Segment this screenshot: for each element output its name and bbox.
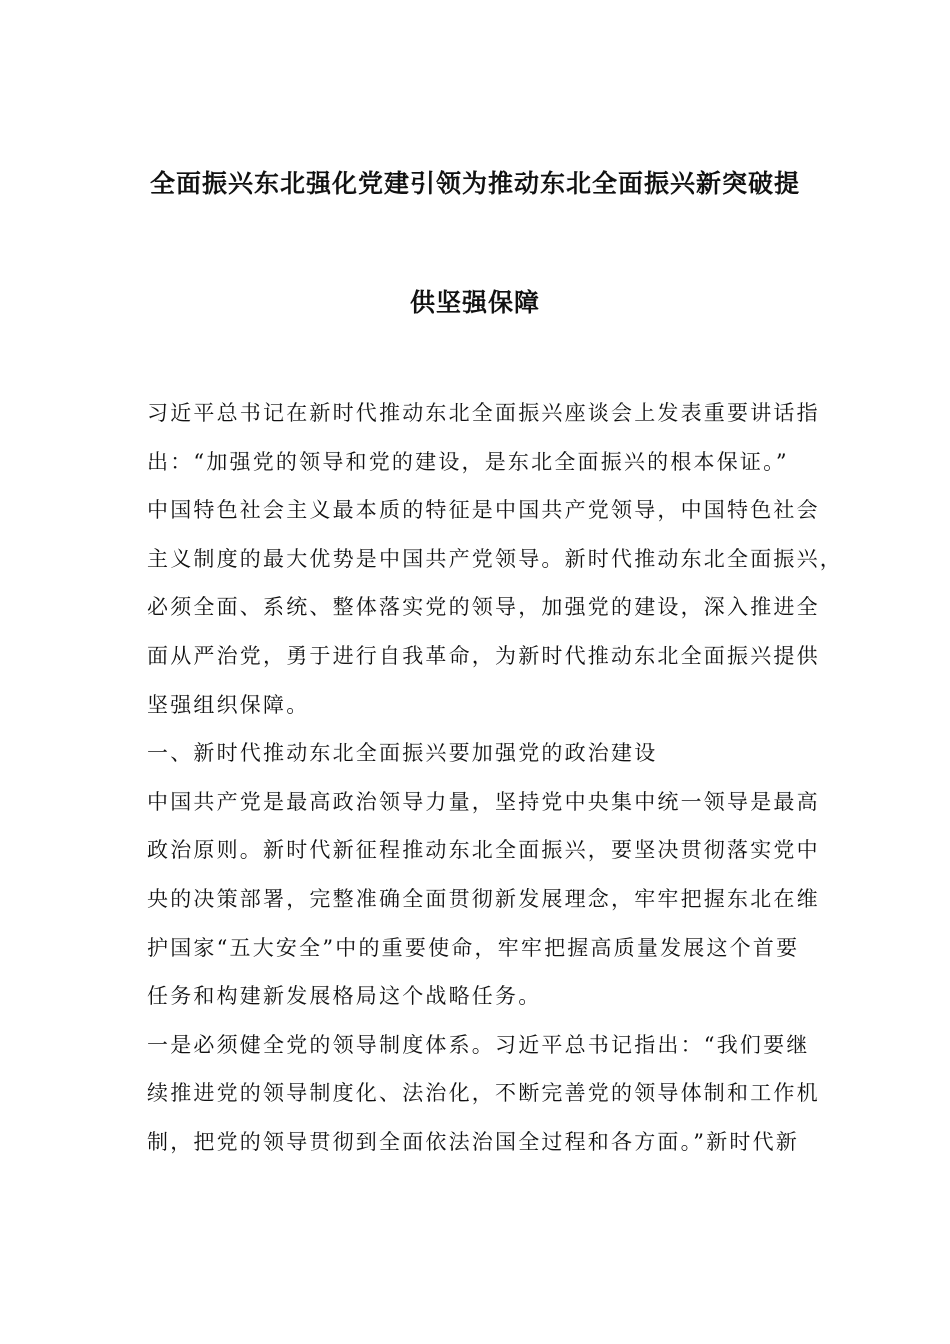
body-line: 一是必须健全党的领导制度体系。习近平总书记指出：“我们要继 xyxy=(147,1032,810,1057)
body-line: 坚强组织保障。 xyxy=(147,692,310,717)
body-line: 政治原则。新时代新征程推动东北全面振兴，要坚决贯彻落实党中 xyxy=(147,838,820,863)
section-heading: 一、新时代推动东北全面振兴要加强党的政治建设 xyxy=(147,741,658,766)
body-line: 续推进党的领导制度化、法治化，不断完善党的领导体制和工作机 xyxy=(147,1081,820,1106)
body-line: 面从严治党，勇于进行自我革命，为新时代推动东北全面振兴提供 xyxy=(147,643,820,668)
document-title-line-2: 供坚强保障 xyxy=(409,288,540,317)
body-line: 中国共产党是最高政治领导力量，坚持党中央集中统一领导是最高 xyxy=(147,789,820,814)
document-body xyxy=(147,398,843,1176)
body-line: 必须全面、系统、整体落实党的领导，加强党的建设，深入推进全 xyxy=(147,595,820,620)
body-line: 中国特色社会主义最本质的特征是中国共产党领导，中国特色社会 xyxy=(147,498,820,523)
body-line: 主义制度的最大优势是中国共产党领导。新时代推动东北全面振兴， xyxy=(147,546,843,571)
body-line: 制，把党的领导贯彻到全面依法治国全过程和各方面。”新时代新 xyxy=(147,1129,800,1154)
body-line: 任务和构建新发展格局这个战略任务。 xyxy=(147,984,542,1009)
body-line: 出：“加强党的领导和党的建设，是东北全面振兴的根本保证。” xyxy=(147,449,789,474)
document-title-line-1: 全面振兴东北强化党建引领为推动东北全面振兴新突破提 xyxy=(149,169,800,198)
body-line: 央的决策部署，完整准确全面贯彻新发展理念，牢牢把握东北在维 xyxy=(147,886,820,911)
body-line: 习近平总书记在新时代推动东北全面振兴座谈会上发表重要讲话指 xyxy=(147,401,820,425)
body-line: 护国家“五大安全”中的重要使命，牢牢把握高质量发展这个首要 xyxy=(147,935,800,960)
